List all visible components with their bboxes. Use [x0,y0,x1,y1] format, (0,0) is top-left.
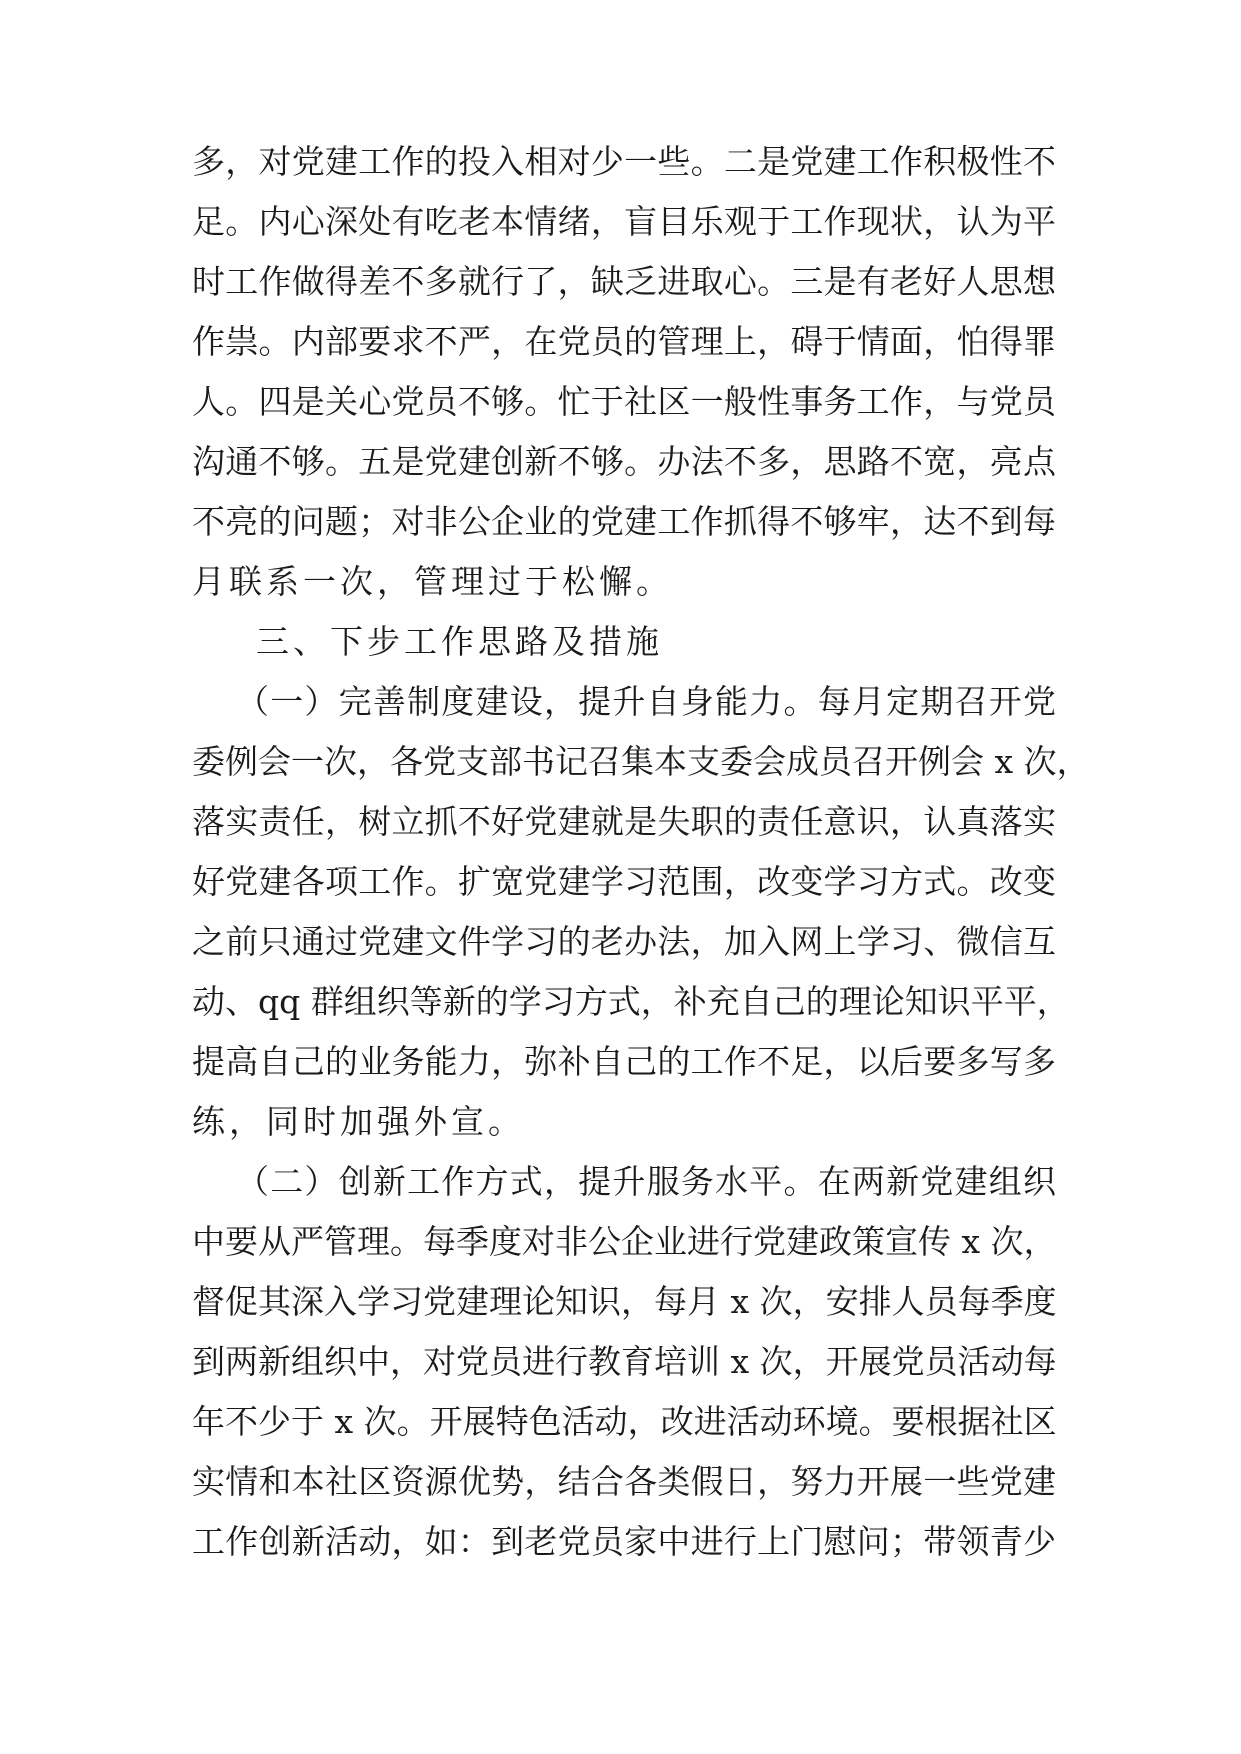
paragraph-line: 不亮的问题；对非公企业的党建工作抓得不够牢，达不到每 [192,502,1056,541]
section-heading: 三、下步工作思路及措施 [256,622,663,661]
paragraph-line: 沟通不够。五是党建创新不够。办法不多，思路不宽，亮点 [192,442,1056,481]
paragraph-line: 中要从严管理。每季度对非公企业进行党建政策宣传 x 次， [192,1222,1057,1261]
paragraph-line: 督促其深入学习党建理论知识，每月 x 次，安排人员每季度 [192,1282,1057,1321]
paragraph-line: （二）创新工作方式，提升服务水平。在两新党建组织 [236,1162,1056,1201]
paragraph-line: 多，对党建工作的投入相对少一些。二是党建工作积极性不 [192,142,1056,181]
paragraph-line: 年不少于 x 次。开展特色活动，改进活动环境。要根据社区 [192,1402,1057,1441]
paragraph-line: 练，同时加强外宣。 [192,1102,525,1141]
paragraph-line: 作祟。内部要求不严，在党员的管理上，碍于情面，怕得罪 [192,322,1056,361]
paragraph-line: 动、qq 群组织等新的学习方式，补充自己的理论知识平平， [192,982,1070,1021]
paragraph-line: 提高自己的业务能力，弥补自己的工作不足，以后要多写多 [192,1042,1056,1081]
paragraph-line: 实情和本社区资源优势，结合各类假日，努力开展一些党建 [192,1462,1056,1501]
paragraph-line: （一）完善制度建设，提升自身能力。每月定期召开党 [236,682,1056,721]
paragraph-line: 到两新组织中，对党员进行教育培训 x 次，开展党员活动每 [192,1342,1057,1381]
paragraph-line: 之前只通过党建文件学习的老办法，加入网上学习、微信互 [192,922,1056,961]
paragraph-line: 足。内心深处有吃老本情绪，盲目乐观于工作现状，认为平 [192,202,1056,241]
paragraph-line: 时工作做得差不多就行了，缺乏进取心。三是有老好人思想 [192,262,1056,301]
paragraph-line: 委例会一次，各党支部书记召集本支委会成员召开例会 x 次， [192,742,1090,781]
paragraph-line: 人。四是关心党员不够。忙于社区一般性事务工作，与党员 [192,382,1056,421]
paragraph-line: 好党建各项工作。扩宽党建学习范围，改变学习方式。改变 [192,862,1056,901]
paragraph-line: 工作创新活动，如：到老党员家中进行上门慰问；带领青少 [192,1522,1056,1561]
paragraph-line: 落实责任，树立抓不好党建就是失职的责任意识，认真落实 [192,802,1056,841]
paragraph-line: 月联系一次，管理过于松懈。 [192,562,673,601]
